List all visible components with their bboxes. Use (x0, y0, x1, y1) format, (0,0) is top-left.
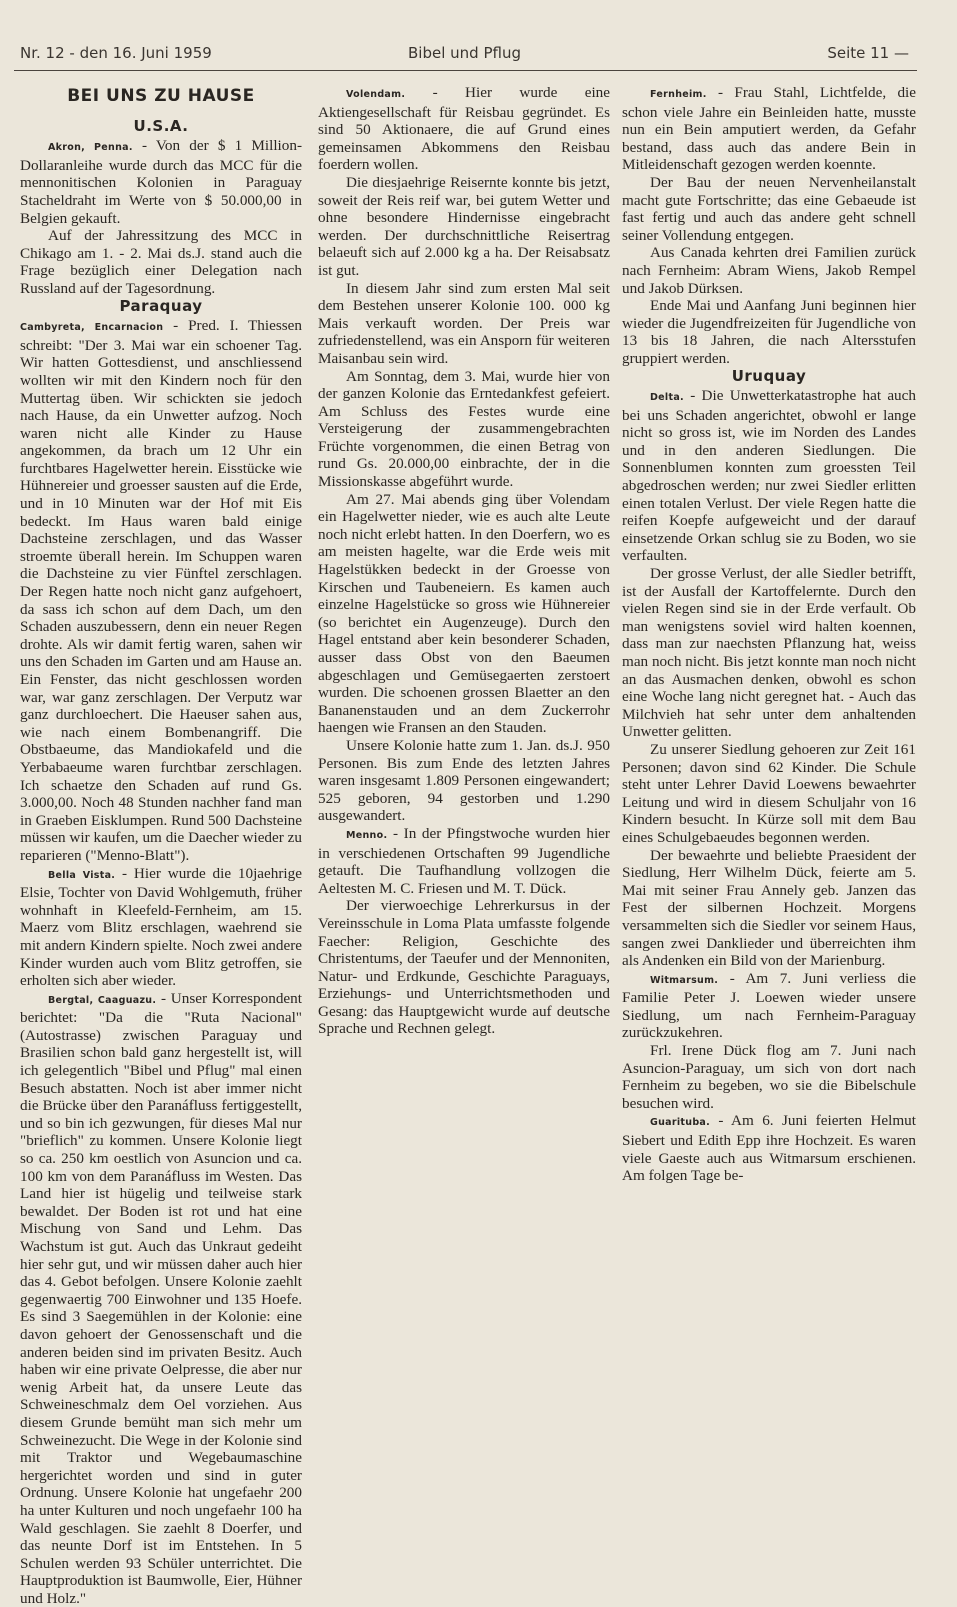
report-delta (622, 387, 916, 565)
place-volendam: Volendam. (346, 89, 406, 100)
text-delta: - Die Unwetterkatastrophe hat auch bei uns Schaden angerichtet, obwohl er lange nicht so gross ist, wie im Norden des Landes und in den anderen Siedlungen. Die Sonnenblumen konnten zum groessten Teil abgedroschen werden; nur zwei Siedler erlitten einen totalen Verlust. Der viele Regen hatte die reifen Koepfe aufgeweicht und der darauf einsetzende Orkan schlug sie zu Boden, wo sie verfaulten. (622, 387, 916, 565)
report-akron-cont: Auf der Jahressitzung des MCC in Chikago am 1. - 2. Mai ds.J. stand auch die Frage bezüglich einer Delegation nach Russland auf der Tagesordnung. (20, 227, 302, 297)
column-2 (318, 84, 610, 1396)
volendam-paragraph-3: In diesem Jahr sind zum ersten Mal seit dem Bestehen unserer Kolonie 100. 000 kg Mais verkauft worden. Der Preis war zufriedenstellend, was ein Ansporn für weiteren Maisanbau sein wird. (318, 279, 610, 367)
menno-paragraph-2: Der vierwoechige Lehrerkursus in der Vereinsschule in Loma Plata umfasste folgende Faecher: Religion, Geschichte des Christentums, der Taeufer und der Mennoniten, Natur- und Erdkunde, Geschichte Paraguays, Erziehungs- und Unterrichtsmethoden und Gesang: das Hauptgewicht wurde auf deutsche Sprache und Rechnen gelegt. (318, 897, 610, 1038)
text-menno: - In der Pfingstwoche wurden hier in verschiedenen Ortschaften 99 Jugendliche getauft. Die Taufhandlung vollzogen die Aeltesten M. C. Friesen und M. T. Dück. (318, 824, 610, 897)
report-witmarsum (622, 970, 916, 1042)
volendam-paragraph-2: Die diesjaehrige Reisernte konnte bis jetzt, soweit der Reis reif war, bei gutem Wetter und ohne besondere Hindernisse eingebracht werden. Der durchschnittliche Reisertrag belaeuft sich auf 2.000 kg a ha. Der Reisabsatz ist gut. (318, 173, 610, 279)
report-fernheim (622, 84, 916, 174)
report-bella-vista (20, 865, 302, 990)
volendam-paragraph-5: Am 27. Mai abends ging über Volendam ein Hagelwetter nieder, wie es auch alte Leute noch nicht erlebt hatten. In den Doerfern, wo es am meisten hagelte, war die Erde weis mit Hagelstükken bedeckt in der Groesse von Kirschen und Taubeneiern. Es kamen auch einzelne Hagelstücke so gross wie Hühnereier (so berichtet ein Augenzeuge). Durch den Hagel entstand aber kein besonderer Schaden, ausser dass Obst von den Baeumen abgeschlagen und Gemüsegaerten zerstoert wurden. Die schoenen grossen Blaetter an den Bananenstauden und an dem Zuckerrohr haengen wie Fransen an den Stauden. (318, 490, 610, 737)
text-cambyreta: - Pred. I. Thiessen schreibt: "Der 3. Mai war ein schoener Tag. Wir hatten Gottesdienst, und anschliessend wollten wir mit den Kindern noch für den Muttertag üben. Wir schickten sie jedoch nach Hause, da ein Unwetter aufzog. Noch waren nicht alle Kinder zu Hause angekommen, da brach um 12 Uhr ein furchtbares Hagelwetter herein. Eisstücke wie Hühnereier und groesser sausten auf die Erde, und in 10 Minuten war der Hof mit Eis bedeckt. Im Haus waren bald einige Dachsteine zerschlagen, und das Wasser stroemte überall herein. Im Schuppen waren die Dachsteine zu vier Fünftel zerschlagen. Der Regen hatte noch nicht ganz aufgehoert, da sass ich schon auf dem Dach, um den Schaden auszubessern, denn ein neuer Regen drohte. Als wir damit fertig waren, sahen wir uns den Schaden im Garten und am Hause an. Ein Fenster, das nicht geschlossen worden war, war ganz zerschlagen. Der Verputz war ganz durchloechert. Die Haeuser sahen aus, wie nach einem Bombenangriff. Die Obstbaeume, das Mandiokafeld und die Yerbabaeume waren furchtbar zerschlagen. Ich schaetze den Schaden auf rund Gs. 3.000,00. Noch 48 Stunden nachher fand man in Graeben Eisklumpen. Rund 500 Dachsteine müssen wir kaufen, um die Daecher wieder zu reparieren ("Menno-Blatt"). (20, 317, 303, 864)
section-title: BEI UNS ZU HAUSE (67, 86, 255, 106)
column-3 (622, 84, 916, 1396)
publication-name: Bibel und Pflug (408, 44, 521, 62)
report-bergtal (20, 990, 302, 1607)
header-rule (14, 70, 917, 71)
report-menno (318, 825, 610, 897)
fernheim-paragraph-2: Der Bau der neuen Nervenheilanstalt macht gute Fortschritte; das eine Gebaeude ist fast fertig und auch das andere geht schnell seiner Vollendung entgegen. (622, 173, 916, 244)
text-bella-vista: - Hier wurde die 10jaehrige Elsie, Tochter von David Wohlgemuth, früher wohnhaft in Kleefeld-Fernheim, am 15. Maerz vom Blitz erschlagen, waehrend sie mit andern Kindern spielte. Noch zwei andere Kinder wurden auch vom Blitz getroffen, sie erholten sich aber wieder. (20, 864, 302, 990)
witmarsum-paragraph-2: Frl. Irene Dück flog am 7. Juni nach Asuncion-Paraguay, um sich von dort nach Fernheim zu begeben, wo sie die Bibelschule besuchen wird. (622, 1042, 916, 1112)
place-bella-vista: Bella Vista. (48, 869, 116, 881)
place-akron: Akron, Penna. (48, 142, 133, 154)
page-header (20, 44, 909, 68)
place-delta: Delta. (650, 392, 684, 404)
text-fernheim: - Frau Stahl, Lichtfelde, die schon viele Jahre ein Beinleiden hatte, musste nun ein Bein amputiert werden, da Gefahr bestand, dass auch das andere Bein in Mitleidenschaft gezogen werden koennte. (622, 84, 916, 174)
text-guarituba: - Am 6. Juni feierten Helmut Siebert und Edith Epp ihre Hochzeit. Es waren viele Gaeste auch aus Witmarsum erschienen. Am folgen Tage be- (622, 1112, 916, 1185)
text-akron: - Von der $ 1 Million-Dollaranleihe wurde durch das MCC für die mennonitischen Kolonien in Paraguay Stacheldraht im Werte von $ 50.000,00 in Belgien gekauft. (20, 137, 303, 227)
subhead-usa: U.S.A. (133, 116, 189, 135)
place-witmarsum: Witmarsum. (650, 974, 719, 986)
column-1 (20, 84, 303, 1607)
place-cambyreta: Cambyreta, Encarnacion (20, 322, 164, 334)
report-guarituba (622, 1112, 916, 1184)
place-guarituba: Guarituba. (650, 1117, 711, 1129)
subhead-paraguay: Paraquay (119, 296, 203, 315)
place-fernheim: Fernheim. (650, 89, 707, 100)
place-bergtal: Bergtal, Caaguazu. (48, 994, 157, 1006)
text-bergtal: - Unser Korrespondent berichtet: "Da die "Ruta Nacional" (Autostrasse) zwischen Paraguay und Brasilien schon bald ganz hergestellt ist, will ich gelegentlich "Bibel und Pflug" mal einen Besuch abstatten. Noch ist aber immer nicht die Brücke über den Paranáfluss fertiggestellt, und so bin ich gezwungen, für dieses Mal nur "brieflich" zu kommen. Unsere Kolonie liegt so ca. 250 km oestlich von Asuncion und ca. 100 km von dem Paranáfluss im Westen. Das Land hier ist hügelig und teilweise stark bewaldet. Der Boden ist rot und hat eine Mischung von Sand und Lehm. Das Wachstum ist gut. Auch das Unkraut gedeiht hier sehr gut, und wir müssen daher auch hier das 4. Gebot befolgen. Unsere Kolonie zaehlt gegenwaertig 700 Einwohner und 135 Hoefe. Es sind 3 Saegemühlen in der Kolonie: eine davon gehoert der Genossenschaft und die anderen beiden sind im privaten Besitz. Auch haben wir eine private Oelpresse, die aber nur wenig Arbeit hat, da unsere Leute das Schweineschmalz dem Oel vorziehen. Aus diesem Grunde bemüht man sich mehr um Schweinezucht. Die Wege in der Kolonie sind mit Traktor und Wegebaumaschine hergerichtet worden und sind in guter Ordnung. Unsere Kolonie hat ungefaehr 200 ha unter Kulturen und noch ungefaehr 100 ha Wald geschlagen. Sie zaehlt 8 Doerfer, und das neunte Dorf ist im Entstehen. In 5 Schulen werden 93 Schüler unterrichtet. Die Hauptproduktion ist Baumwolle, Eier, Hühner und Holz." (20, 989, 302, 1607)
issue-date: Nr. 12 - den 16. Juni 1959 (20, 44, 212, 62)
text-volendam: - Hier wurde eine Aktiengesellschaft für Reisbau gegründet. Es sind 50 Aktionaere, die auf Grund eines gemeinsamen Abkommens den Reisbau foerdern wollen. (318, 84, 610, 174)
delta-paragraph-2: Der grosse Verlust, der alle Siedler betrifft, ist der Ausfall der Kartoffelernte. Durch den vielen Regen sind sie in der Erde verfault. Ob man wenigstens soviel wird halten koennen, dass man zur naechsten Pflanzung hat, weiss man noch nicht. Bis jetzt konnte man noch nicht an das Ausmachen denken, obwohl es schon eine Woche lang nicht geregnet hat. - Auch das Milchvieh hat sehr unter dem anhaltenden Unwetter gelitten. (622, 565, 916, 741)
place-menno: Menno. (346, 829, 388, 841)
volendam-paragraph-6: Unsere Kolonie hatte zum 1. Jan. ds.J. 950 Personen. Bis zum Ende des letzten Jahres waren insgesamt 1.809 Personen eingewandert; 525 geboren, 94 gestorben und 1.290 ausgewandert. (318, 736, 610, 825)
fernheim-paragraph-3: Aus Canada kehrten drei Familien zurück nach Fernheim: Abram Wiens, Jakob Rempel und Jakob Dürksen. (622, 244, 916, 297)
delta-paragraph-4: Der bewaehrte und beliebte Praesident der Siedlung, Herr Wilhelm Dück, feierte am 5. Mai mit seiner Frau Annely geb. Janzen das Fest der silbernen Hochzeit. Morgens versammelten sich die Siedler vor seinem Haus, sangen zwei Danklieder und überreichten ihm als Andenken ein Bild von der Marienburg. (622, 846, 916, 970)
report-akron (20, 137, 302, 227)
report-volendam (318, 84, 610, 174)
volendam-paragraph-4: Am Sonntag, dem 3. Mai, wurde hier von der ganzen Kolonie das Erntedankfest gefeiert. Am Schluss des Festes wurde eine Versteigerung der zusammengebrachten Früchte vorgenommen, die einen Betrag von rund Gs. 20.000,00 einbrachte, der in die Missionskasse abgeführt wurde. (318, 367, 610, 491)
text-witmarsum: - Am 7. Juni verliess die Familie Peter J. Loewen wieder unsere Siedlung, um nach Fernheim-Paraguay zurückzukehren. (622, 969, 916, 1042)
subhead-uruguay: Uruquay (731, 366, 807, 385)
report-cambyreta (20, 317, 302, 864)
page-number: Seite 11 — (827, 44, 909, 62)
fernheim-paragraph-4: Ende Mai und Aanfang Juni beginnen hier wieder die Jugendfreizeiten für Jugendliche von 13 bis 18 Jahren, die nach Altersstufen gruppiert werden. (622, 297, 916, 367)
delta-paragraph-3: Zu unserer Siedlung gehoeren zur Zeit 161 Personen; davon sind 62 Kinder. Die Schule steht unter Lehrer David Loewens bewaehrter Leitung und wird in diesem Schuljahr von 16 Kindern besucht. In Kürze soll mit dem Bau eines Schulgebaeudes begonnen werden. (622, 740, 916, 846)
